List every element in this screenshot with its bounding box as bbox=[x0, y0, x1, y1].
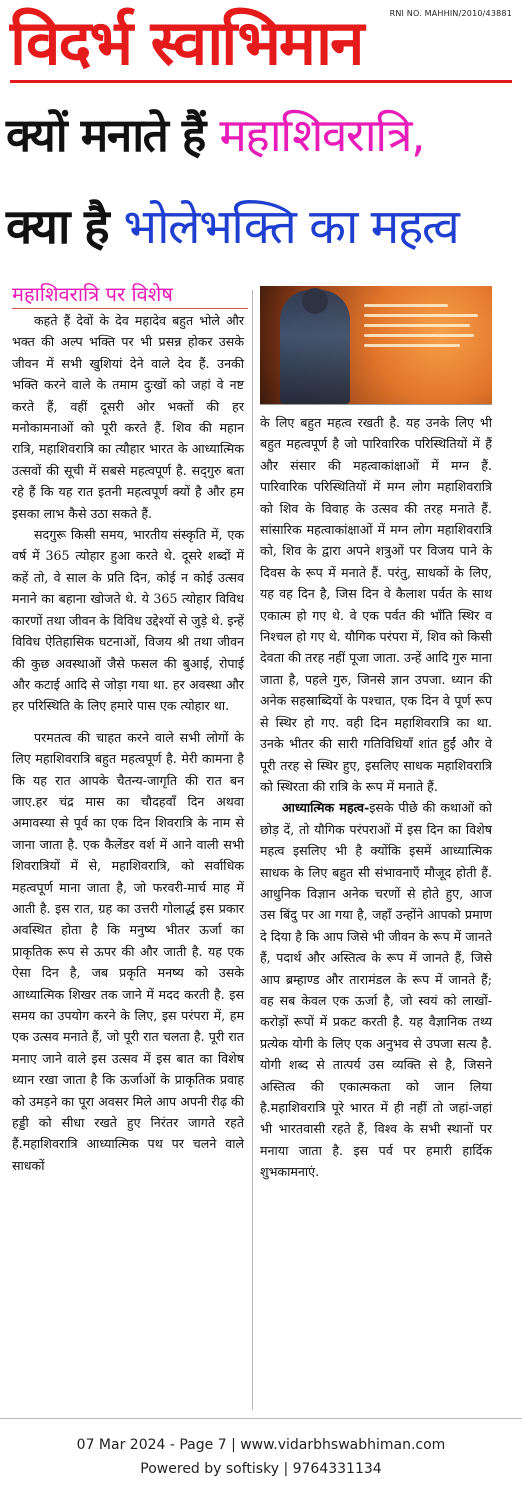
kicker-rule bbox=[12, 308, 248, 309]
column-divider bbox=[252, 290, 253, 1410]
photo-rule bbox=[260, 404, 492, 405]
newspaper-title: विदर्भ स्वाभिमान bbox=[10, 6, 363, 79]
footer-date-page-site: 07 Mar 2024 - Page 7 | www.vidarbhswabhiman.com bbox=[76, 1437, 446, 1453]
article-paragraph: परमतत्व की चाहत करने वाले सभी लोगों के लिए महाशिवरात्रि बहुत महत्वपूर्ण है. मेरी कामना है कि यह रात आपके चैतन्य-जागृति की रात बन जाए.हर चंद्र मास का चौदहवाँ दिन अथवा अमावस्या से पूर्व का एक दिन शिवरात्रि के नाम से जाना जाता है. एक कैलेंडर वर्श में आने वाली सभी शिवरात्रियों में से, महाशिवरात्रि, को सर्वाधिक महत्वपूर्ण माना जाता है, जो फरवरी-मार्च माह में आती है. इस रात, ग्रह का उत्तरी गोलार्द्ध इस प्रकार अवस्थित होता है कि मनुष्य भीतर ऊर्जा का प्राकृतिक रूप से ऊपर की और जाती है. यह एक ऐसा दिन है, जब प्रकृति मनष्य को उसके आध्यात्मिक शिखर तक जाने में मदद करती है. इस समय का उपयोग करने के लिए, इस परंपरा में, हम एक उत्सव मनाते हैं, जो पूरी रात चलता है. पूरी रात मनाए जाने वाले इस उत्सव में इस बात का विशेष ध्यान रखा जाता है कि ऊर्जाओं के प्राकृतिक प्रवाह को उमड़ने का पूरा अवसर मिले आप अपनी रीढ़ की हड्डी को सीधा रखते हुए निरंतर जागते रहते हैं.महाशिवरात्रि आध्यात्मिक पथ पर चलने वाले साधकों bbox=[12, 729, 244, 1173]
image-overlay-text bbox=[364, 304, 484, 354]
section-kicker: महाशिवरात्रि पर विशेष bbox=[12, 282, 173, 306]
headline-line-2-black: क्या है bbox=[6, 199, 124, 255]
masthead bbox=[0, 0, 522, 92]
section-heading: आध्यात्मिक महत्व- bbox=[282, 800, 370, 816]
shiva-figure-icon bbox=[280, 290, 350, 404]
headline-line-1-pink: महाशिवरात्रि, bbox=[219, 108, 425, 162]
article-column-1 bbox=[12, 310, 244, 1176]
shiva-statue-image bbox=[260, 286, 492, 404]
rni-number: RNI NO. MAHHIN/2010/43881 bbox=[389, 9, 512, 18]
headline-line-1 bbox=[6, 104, 424, 166]
article-paragraph: कहते हैं देवों के देव महादेव बहुत भोले और भक्त की अल्प भक्ति पर भी प्रसन्न होकर उसके जीवन में सभी खुशियां देने वाले देव हैं. उनकी भक्ति करने वाले के तमाम दुःखों को जहां वे नष्ट करते हैं, वहीं दूसरी ओर भक्तों की हर मनोकामनाओं को पूरी करते हैं. शिव की महान रात्रि, महाशिवरात्रि का त्यौहार भारत के आध्यात्मिक उत्सवों की सूची में सबसे महत्वपूर्ण है. सद्‍गुरु बता रहे हैं कि यह रात इतनी महत्वपूर्ण क्यों है और हम इसका लाभ कैसे उठा सकते हैं. bbox=[12, 313, 244, 521]
headline-line-2-blue: भोलेभक्ति का महत्व bbox=[123, 199, 459, 255]
footer-rule bbox=[0, 1418, 522, 1419]
masthead-rule bbox=[10, 80, 512, 83]
footer-powered-by: Powered by softisky | 9764331134 bbox=[140, 1461, 382, 1477]
headline-line-2 bbox=[6, 192, 458, 262]
section-body: इसके पीछे की कथाओं को छोड़ दें, तो यौगिक परंपराओं में इस दिन का विशेष महत्व इसलिए भी है क्योंकि इसमें आध्यात्मिक साधक के लिए बहुत सी संभावनाएँ मौजूद होती हैं. आधुनिक विज्ञान अनेक चरणों से होते हुए, आज उस बिंदु पर आ गया है, जहाँ उन्होंने आपको प्रमाण दे दिया है कि आप जिसे भी जीवन के रूप में जानते हैं, पदार्थ और अस्तित्व के रूप में जानते हैं, जिसे आप ब्रम्हाण्ड और तारामंडल के रूप में जानते हैं; वह सब केवल एक ऊर्जा है, जो स्वयं को लाखों-करोड़ों रूपों में प्रकट करती है. यह वैज्ञानिक तथ्य प्रत्येक योगी के लिए एक अनुभव से उपजा सत्य है. योगी शब्द से तात्पर्य उस व्यक्ति से है, जिसने अस्तित्व की एकात्मकता को जान लिया है.महाशिवरात्रि पूरे भारत में ही नहीं तो जहां-जहां भी भारतवासी रहते हैं, विश्व के सभी स्थानों पर मनाया जाता है. इस पर्व पर हमारी हार्दिक शुभकामनाएं. bbox=[260, 800, 492, 1180]
article-column-2 bbox=[260, 412, 492, 1183]
headline-line-1-black: क्यों मनाते हैं bbox=[6, 108, 220, 162]
article-paragraph: सदगुरू किसी समय, भारतीय संस्कृति में, एक वर्ष में 365 त्योहार हुआ करते थे. दूसरे शब्दों में कहें तो, वे साल के प्रति दिन, कोई न कोई उत्सव मनाने का बहाना खोजते थे. ये 365 त्योहार विविध कारणों तथा जीवन के विविध उद्देश्यों से जुड़े थे. इन्हें विविध ऐतिहासिक घटनाओं, विजय श्री तथा जीवन की कुछ अवस्थाओं जैसे फसल की बुआई, रोपाई और कटाई आदि से जोड़ा गया था. हर अवस्था और हर परिस्थिति के लिए हमारे पास एक त्योहार था. bbox=[12, 527, 244, 714]
article-paragraph: के लिए बहुत महत्व रखती है. यह उनके लिए भी बहुत महत्वपूर्ण है जो पारिवारिक परिस्थितियों में हैं और संसार की महत्वाकांक्षाओं में मग्न हैं. पारिवारिक परिस्थितियों में मग्न लोग महाशिवरात्रि को शिव के विवाह के उत्सव की तरह मनाते हैं. सांसारिक महत्वाकांक्षाओं में मग्न लोग महाशिवरात्रि को, शिव के द्वारा अपने शत्रुओं पर विजय पाने के दिवस के रूप में मनाते हैं. परंतु, साधकों के लिए, यह वह दिन है, जिस दिन वे कैलाश पर्वत के साथ एकात्म हो गए थे. वे एक पर्वत की भाँति स्थिर व निश्चल हो गए थे. यौगिक परंपरा में, शिव को किसी देवता की तरह नहीं पूजा जाता. उन्हें आदि गुरु माना जाता है, पहले गुरु, जिनसे ज्ञान उपजा. ध्यान की अनेक सहस्राब्दियों के पश्चात, एक दिन वे पूर्ण रूप से स्थिर हो गए. वही दिन महाशिवरात्रि का था. उनके भीतर की सारी गतिविधियाँ शांत हुईं और वे पूरी तरह से स्थिर हुए, इसलिए साधक महाशिवरात्रि को स्थिरता की रात्रि के रूप में मनाते हैं. bbox=[260, 415, 492, 794]
article-section bbox=[260, 797, 492, 1182]
